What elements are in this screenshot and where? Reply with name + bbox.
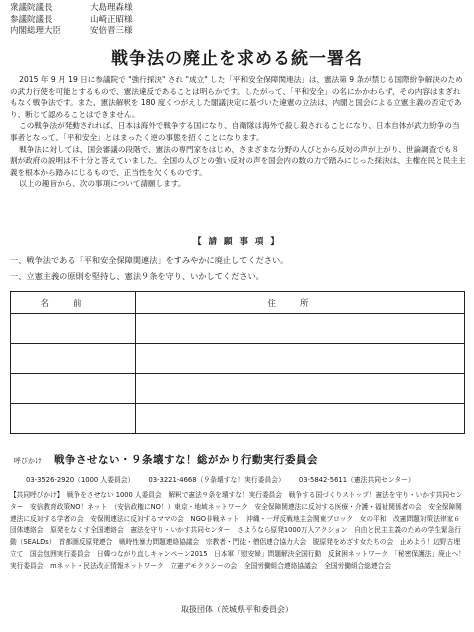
signature-address-cell[interactable]	[136, 374, 465, 404]
addressee-row	[10, 26, 133, 38]
signature-name-cell[interactable]	[11, 404, 136, 434]
signature-address-cell[interactable]	[136, 314, 465, 344]
organizer-name: 戦争させない・９条壊すな！総がかり行動実行委員会	[54, 454, 318, 466]
addressee-role: 内閣総理大臣	[10, 26, 62, 36]
petition-item: 一、戦争法である「平和安全保障関連法」をすみやかに廃止してください。	[10, 255, 289, 265]
signature-row	[11, 344, 465, 374]
body-paragraph: 戦争法に対しては、国会審議の段階で、憲法の専門家をはじめ、さまざまな分野の人びとから反対の声が上がり、世論調査でも８割が政府の説明は不十分と答えていました。全国の人びとの強い反対の声を国会内の数の力で踏みにじった採決は、主権在民と民主主義を根本から踏みにじるもので、正当性を欠くものです。	[10, 144, 466, 177]
body-paragraph: 2015 年 9 月 19 日に参議院で "強行採決" され "成立" した「平和安全保障関連法」は、憲法第 9 条が禁じる国際紛争解決のための武力行使を可能とするもので、憲法違反であることは明らかです。したがって、「平和安全」の名にかかわらず、その内容はまぎれもなく戦争法です。また、憲法解釈を 180 度くつがえした閣議決定に基づいた違憲の立法は、内閣と国会による立憲主義の否定であり、断じて認めることはできません。	[10, 75, 463, 119]
petition-item: 一、立憲主義の原則を堅持し、憲法９条を守り、いかしてください。	[10, 271, 264, 281]
phone-contact: 03-3221-4668（９条壊すな！実行委員会）	[148, 476, 285, 484]
addressee-row	[10, 3, 133, 15]
organizer-contacts	[26, 474, 464, 484]
organizer-block	[14, 452, 464, 484]
joint-callers: 【共同呼びかけ】 戦争をさせない 1000 人委員会 解釈で憲法９条を壊すな！実行委員会 戦争する国づくりストップ！憲法を守り・いかす共同センター 安倍教育政策NO！ネット （安倍政権にNO！）東京・地域ネットワーク 安全保障関連法に反対する医療・介護・福祉関係者の会 安全保障関連法に反対する学者の会 安保関連法に反対するママの会 NGO非戦ネット 沖縄・一坪反戦地主会関東ブロック 女の平和 改憲問題対策法律家６団体連絡会 原発をなくす全国連絡会 憲法を守り・いかす共同センター さようなら原発1000万人アクション 自由と民主主義のための学生緊急行動（SEALDs） 首都圏反原発連合 戦時性暴力問題連絡協議会 宗教者・門徒・僧侶連合協力大会 脱原発をめざす女たちの会 止めよう！辺野古埋立て 国会包囲実行委員会 日韓つながり直しキャンペーン2015 日本軍「慰安婦」問題解決全国行動 反貧困ネットワーク 「秘密保護法」廃止へ！実行委員会 mネット・民法改正情報ネットワーク 立憲デモクラシーの会 全国労働組合連絡協議会 全国労働組合総連合会	[10, 491, 465, 570]
phone-contact: 03-3526-2920（1000 人委員会）	[26, 476, 135, 484]
signature-name-cell[interactable]	[11, 344, 136, 374]
addressee-name: 大島理森様	[90, 3, 133, 13]
signature-address-cell[interactable]	[136, 404, 465, 434]
signature-row	[11, 314, 465, 344]
column-header-name: 名前	[11, 292, 136, 314]
petition-body	[10, 74, 466, 190]
addressee-role: 参議院議長	[10, 14, 53, 25]
document-title: 戦争法の廃止を求める統一署名	[111, 49, 363, 69]
petition-items-heading: 【 請 願 事 項 】	[193, 237, 281, 247]
addressee-role: 衆議院議長	[10, 3, 53, 13]
organizer-label: 呼びかけ	[14, 457, 42, 465]
body-paragraph: この戦争法が発動されれば、日本は海外で戦争する国になり、自衛隊は海外で殺し殺されることになり、日本自体が武力紛争の当事者となって、「平和安全」とはまったく逆の事態を招くことになります。	[10, 121, 460, 142]
signature-row	[11, 374, 465, 404]
signature-row	[11, 404, 465, 434]
addressee-name: 安倍晋三様	[90, 26, 133, 36]
column-header-address: 住所	[136, 292, 465, 314]
signature-name-cell[interactable]	[11, 314, 136, 344]
body-paragraph: 以上の趣旨から、次の事項について請願します。	[19, 179, 186, 189]
addressee-block	[10, 3, 133, 38]
handling-organization: 取扱団体（茨城県平和委員会）	[181, 605, 293, 614]
signature-header-row	[11, 292, 465, 314]
signature-name-cell[interactable]	[11, 374, 136, 404]
phone-contact: 03-5842-5611（憲法共同センター）	[298, 476, 415, 484]
signature-address-cell[interactable]	[136, 344, 465, 374]
addressee-name: 山崎正昭様	[90, 14, 133, 25]
addressee-row	[10, 15, 133, 27]
signature-table	[10, 291, 465, 434]
petition-items	[10, 252, 466, 284]
